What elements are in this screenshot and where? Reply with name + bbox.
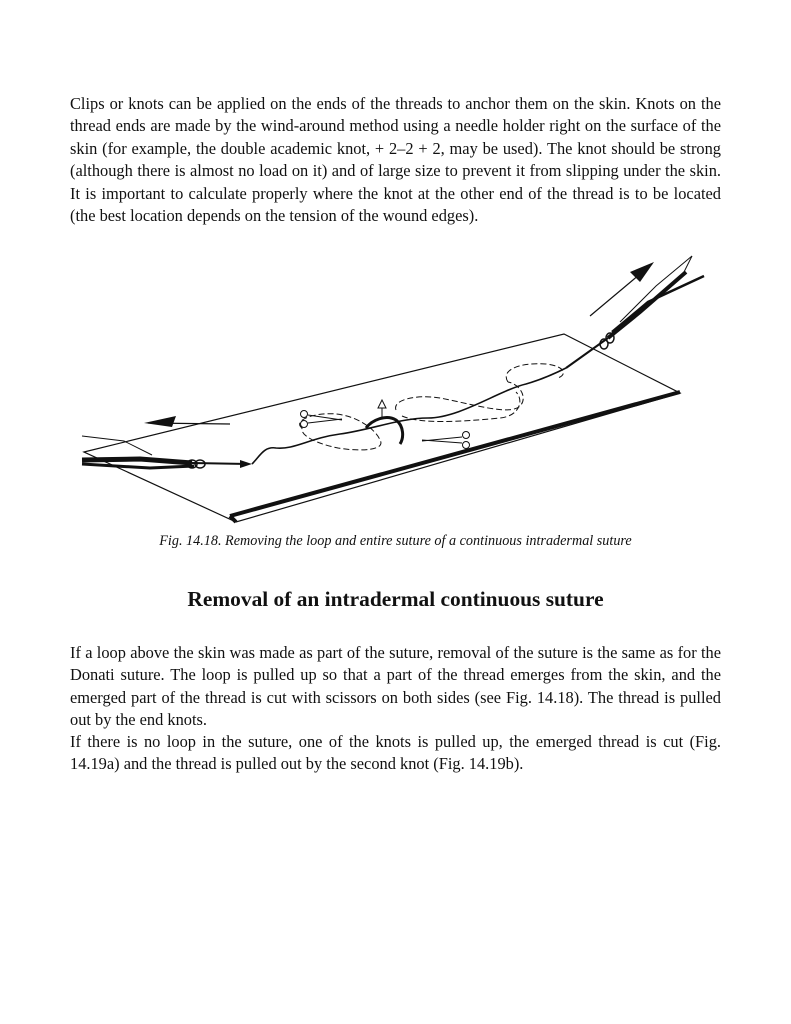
paragraph-loop-removal: If a loop above the skin was made as part of the suture, removal of the suture is the same as for the Donati suture. The loop is pulled up so that a part of the thread emerges from the skin, and the emerged part of the thread is cut with scissors on both sides (see Fig. 14.18). The thread is pulled out by the end knots. bbox=[70, 643, 721, 730]
paragraph-no-loop-removal: If there is no loop in the suture, one of the knots is pulled up, the emerged thread is cut (Fig. 14.19a) and the thread is pulled out by the second knot (Fig. 14.19b). bbox=[70, 732, 721, 774]
skin-surface bbox=[84, 334, 680, 522]
paragraph-knot-anchoring: Clips or knots can be applied on the ends of the threads to anchor them on the skin. Knots on the thread ends are made by the wind-around method using a needle holder right on the surface of the skin (for example, the double academic knot, + 2–2 + 2, may be used). The knot should be strong (although there is almost no load on it) and of large size to prevent it from slipping under the skin. It is important to calculate properly where the knot at the other end of the thread is to be located (the best location depends on the tension of the wound edges). bbox=[70, 94, 721, 226]
section-heading: Removal of an intradermal continuous suture bbox=[187, 587, 604, 611]
figure-suture-removal bbox=[80, 250, 720, 528]
suture-illustration bbox=[80, 250, 720, 528]
figure-caption: Fig. 14.18. Removing the loop and entire suture of a continuous intradermal suture bbox=[159, 533, 632, 549]
left-arrow-head bbox=[144, 416, 176, 427]
